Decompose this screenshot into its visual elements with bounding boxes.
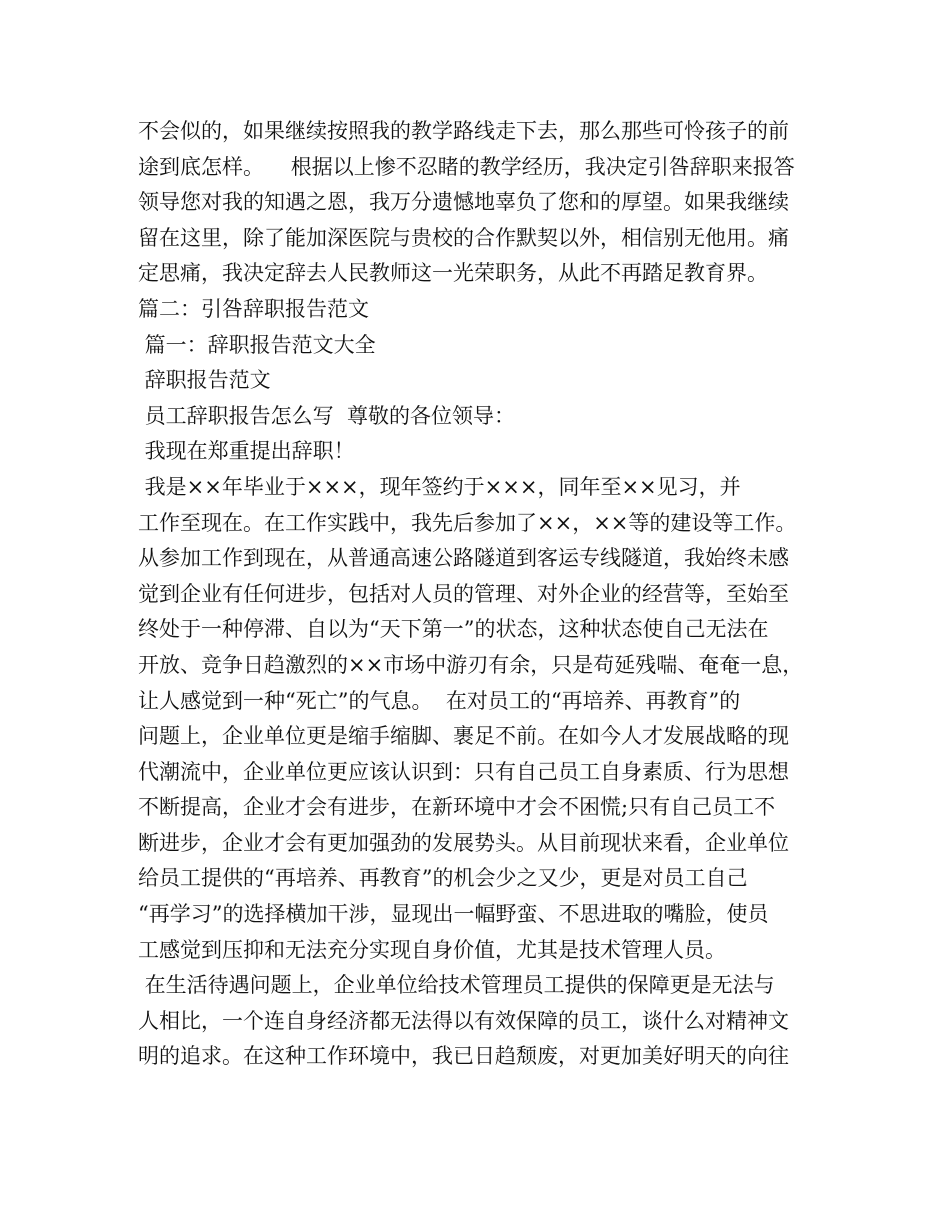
text-line: 让人感觉到一种“死亡”的气息。 在对员工的“再培养、再教育”的: [138, 688, 741, 713]
text-line: 留在这里，除了能加深医院与贵校的合作默契以外，相信别无他用。痛: [138, 225, 789, 250]
section-heading: 篇二：引咎辞职报告范文: [138, 296, 369, 321]
text-line: 工作至现在。在工作实践中，我先后参加了××，××等的建设等工作。: [138, 510, 797, 535]
text-line: 人相比，一个连自身经济都无法得以有效保障的员工，谈什么对精神文: [138, 1008, 789, 1033]
text-line: 代潮流中，企业单位更应该认识到：只有自己员工自身素质、行为思想: [138, 759, 789, 784]
text-line: 给员工提供的“再培养、再教育”的机会少之又少，更是对员工自己: [138, 866, 748, 891]
text-line: 不会似的，如果继续按照我的教学路线走下去，那么那些可怜孩子的前: [138, 119, 789, 143]
body-text: [138, 114, 828, 1075]
text-line: 我是××年毕业于×××，现年签约于×××，同年至××见习，并: [138, 474, 741, 499]
text-line: 终处于一种停滞、自以为“天下第一”的状态，这种状态使自己无法在: [138, 617, 769, 642]
text-line: “再学习”的选择横加干涉，显现出一幅野蛮、不思进取的嘴脸，使员: [138, 902, 769, 927]
text-line: 不断提高，企业才会有进步，在新环境中才会不困慌;只有自己员工不: [138, 795, 776, 820]
subsection-heading: 辞职报告范文: [138, 368, 271, 393]
text-line: 员工辞职报告怎么写 尊敬的各位领导：: [138, 403, 516, 428]
subsection-heading: 篇一：辞职报告范文大全: [138, 332, 376, 357]
text-line: 断进步，企业才会有更加强劲的发展势头。从目前现状来看，企业单位: [138, 830, 789, 855]
text-line: 定思痛，我决定辞去人民教师这一光荣职务，从此不再踏足教育界。: [138, 261, 768, 286]
text-line: 我现在郑重提出辞职！: [138, 439, 355, 464]
text-line: 问题上，企业单位更是缩手缩脚、裹足不前。在如今人才发展战略的现: [138, 724, 789, 749]
text-line: 明的追求。在这种工作环境中，我已日趋颓废，对更加美好明天的向往: [138, 1044, 789, 1069]
text-line: 从参加工作到现在，从普通高速公路隧道到客运专线隧道，我始终未感: [138, 546, 789, 571]
text-line: 在生活待遇问题上，企业单位给技术管理员工提供的保障更是无法与: [138, 973, 775, 998]
text-line: 觉到企业有任何进步，包括对人员的管理、对外企业的经营等，至始至: [138, 581, 789, 606]
text-line: 途到底怎样。 根据以上惨不忍睹的教学经历，我决定引咎辞职来报答: [138, 154, 795, 179]
text-line: 领导您对我的知遇之恩，我万分遗憾地辜负了您和的厚望。如果我继续: [138, 190, 789, 215]
text-line: 工感觉到压抑和无法充分实现自身价值，尤其是技术管理人员。: [138, 937, 726, 962]
text-line: 开放、竞争日趋激烈的××市场中游刃有余，只是苟延残喘、奄奄一息，: [138, 652, 804, 677]
